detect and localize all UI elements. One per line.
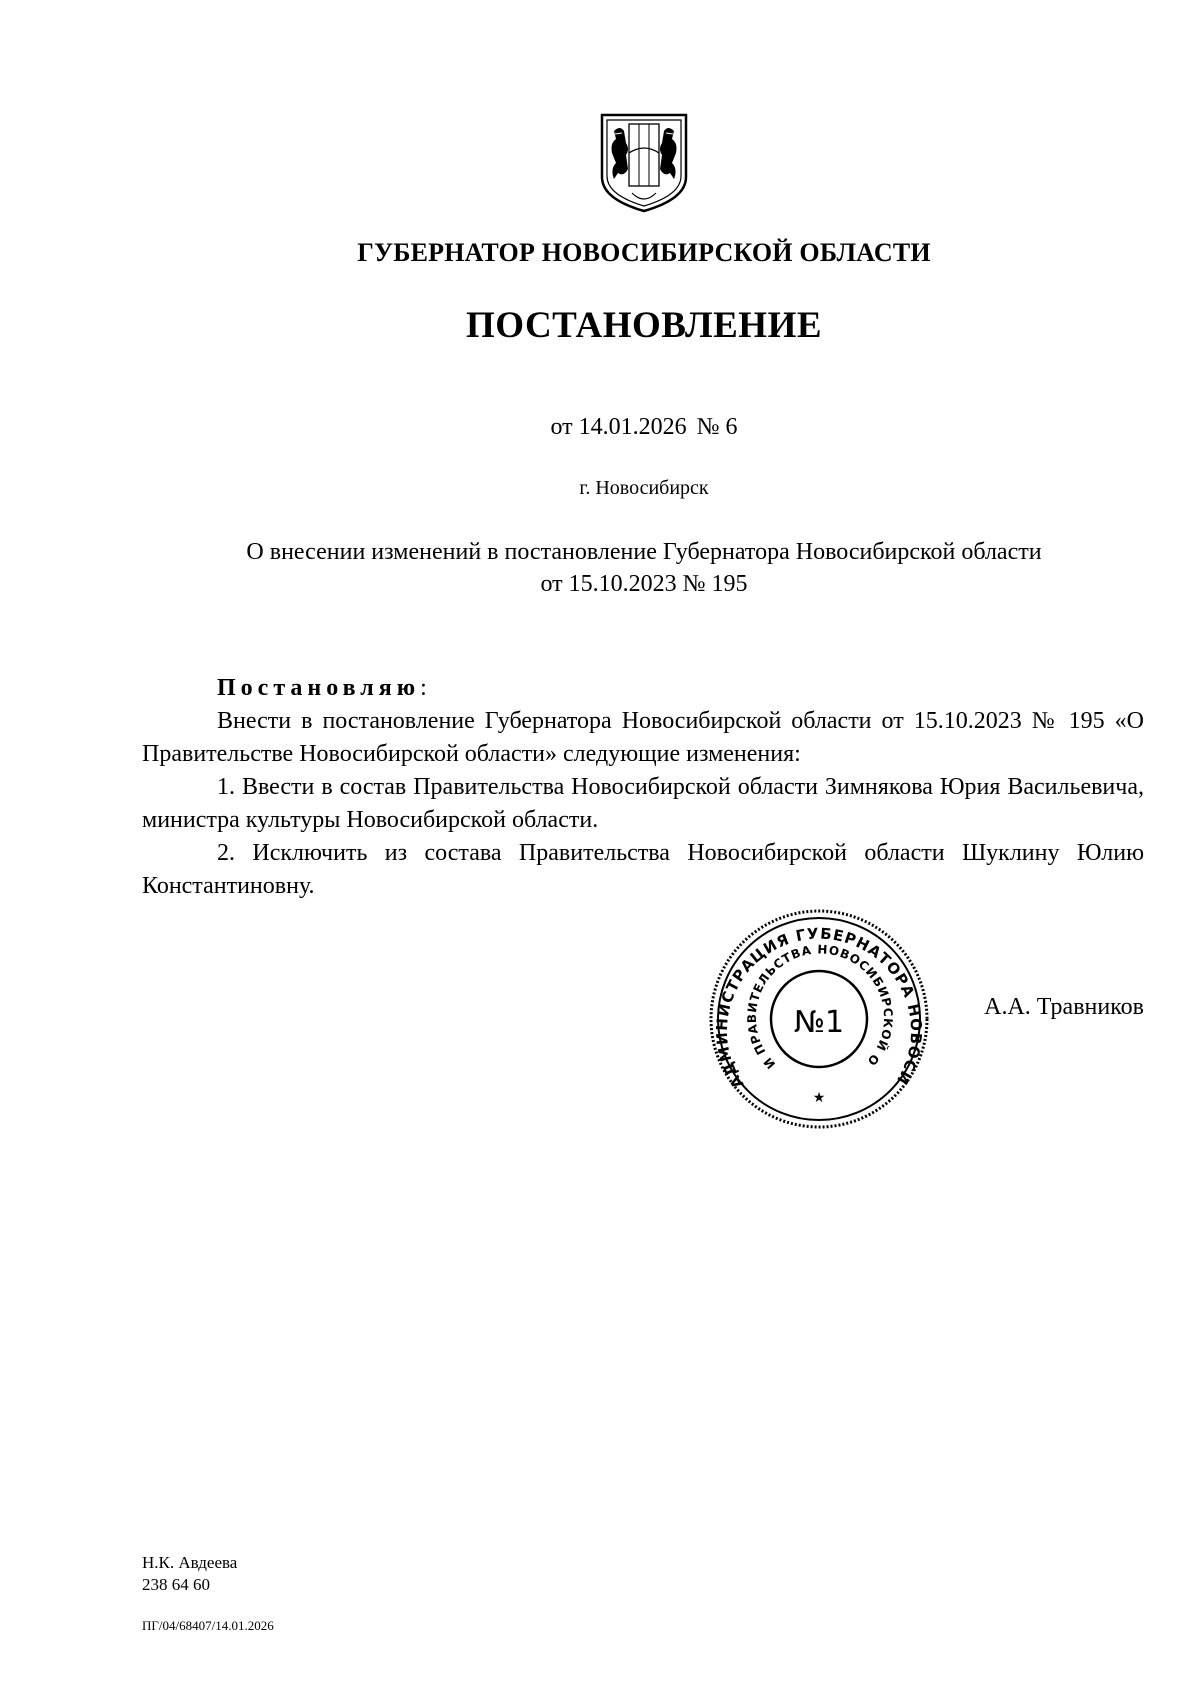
issue-city: г. Новосибирск: [579, 477, 709, 499]
executor-phone: 238 64 60: [142, 1575, 210, 1594]
document-date-number: [0, 414, 1200, 441]
decree-intro-paragraph: Внести в постановление Губернатора Новосибирской области от 15.10.2023 № 195 «О Правительстве Новосибирской области» следующие изменения:: [142, 708, 1144, 767]
document-subject: [160, 536, 1128, 600]
decree-word: Постановляю: [217, 675, 421, 701]
decree-body: [142, 672, 1144, 903]
document-date: от 14.01.2026: [550, 414, 687, 440]
document-number: № 6: [696, 414, 738, 440]
decree-heading: [142, 672, 1144, 705]
subject-line-1: О внесении изменений в постановление Губернатора Новосибирской области: [246, 539, 1042, 565]
seal-center-number: №1: [793, 1005, 845, 1040]
seal-star-icon: ★: [812, 1090, 826, 1106]
decree-colon: :: [420, 675, 427, 701]
seal-outer-text: АДМИНИСТРАЦИЯ ГУБЕРНАТОРА НОВОСИ: [712, 924, 926, 1092]
signatory-name: А.А. Травников: [984, 994, 1144, 1020]
subject-line-2: от 15.10.2023 № 195: [540, 571, 748, 597]
coat-of-arms-icon: [600, 113, 688, 213]
registration-number: ПГ/04/68407/14.01.2026: [142, 1618, 274, 1633]
document-type-title: ПОСТАНОВЛЕНИЕ: [465, 305, 823, 346]
decree-item-2: 2. Исключить из состава Правительства Новосибирской области Шуклину Юлию Константиновну.: [142, 840, 1144, 899]
seal-inner-text: И ПРАВИТЕЛЬСТВА НОВОСИБИРСКОЙ О: [744, 942, 896, 1072]
executor-name: Н.К. Авдеева: [142, 1553, 238, 1572]
decree-item-1: 1. Ввести в состав Правительства Новосибирской области Зимнякова Юрия Васильевича, министра культуры Новосибирской области.: [142, 774, 1144, 833]
executor-block: [142, 1552, 237, 1596]
official-seal-icon: [706, 906, 932, 1132]
issuing-authority: ГУБЕРНАТОР НОВОСИБИРСКОЙ ОБЛАСТИ: [357, 238, 931, 267]
